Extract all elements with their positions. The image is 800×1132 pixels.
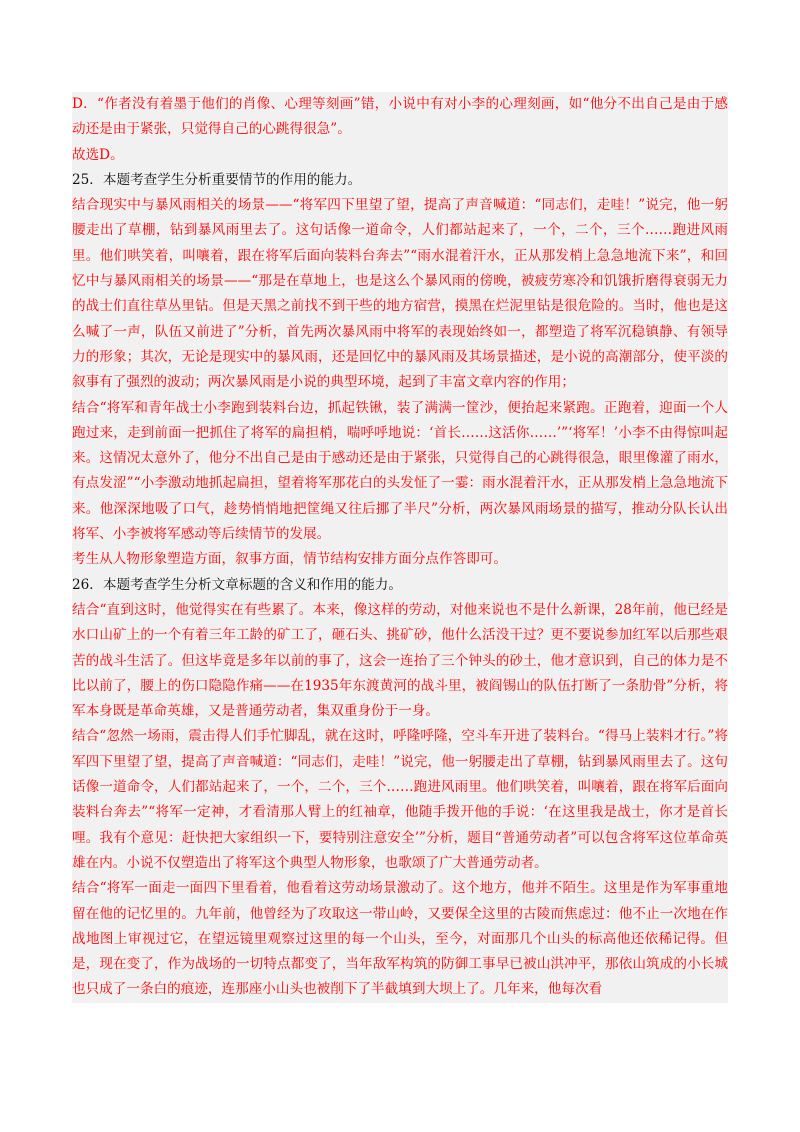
document-page [72, 92, 728, 1003]
question-26-heading: 26．本题考查学生分析文章标题的含义和作用的能力。 [72, 576, 402, 593]
paragraph-option-d-explanation: D．“作者没有着墨于他们的肖像、心理等刻画”错，小说中有对小李的心理刻画，如“他分不出自己是由于感动还是由于紧张，只觉得自己的心跳得很急”。 [72, 96, 728, 138]
paragraph-q25-analysis-1: 结合现实中与暴风雨相关的场景——“将军四下里望了望，提高了声音喊道：“同志们，走哇！”说完，他一躬腰走出了草棚，钻到暴风雨里去了。这句话像一道命令，人们都站起来了，一个，二个，三个……跑进风雨里。他们哄笑着，叫嚷着，跟在将军后面向装料台奔去”“雨水混着汗水，正从那发梢上急急地流下来”，和回忆中与暴风雨相关的场景——“那是在草地上，也是这么个暴风雨的傍晚，被疲劳寒冷和饥饿折磨得衰弱无力的战士们直往草丛里钻。但是天黑之前找不到干些的地方宿营，摸黑在烂泥里钻是很危险的。当时，他也是这么喊了一声，队伍又前进了”分析，首先两次暴风雨中将军的表现始终如一，都塑造了将军沉稳镇静、有领导力的形象；其次，无论是现实中的暴风雨，还是回忆中的暴风雨及其场景描述，是小说的高潮部分，使平淡的叙事有了强烈的波动；两次暴风雨是小说的典型环境，起到了丰富文章内容的作用； [72, 197, 728, 391]
paragraph-q26-analysis-3: 结合“将军一面走一面四下里看着，他看着这劳动场景激动了。这个地方，他并不陌生。这里是作为军事重地留在他的记忆里的。九年前，他曾经为了攻取这一带山岭，又要保全这里的古陵而焦虑过：他不止一次地在作战地图上审视过它，在望远镜里观察过这里的每一个山头，至今，对面那几个山头的标高他还依稀记得。但是，现在变了，作为战场的一切特点都变了，当年敌军构筑的防御工事早已被山洪冲平，那依山筑成的小长城也只成了一条白的痕迹，连那座小山头也被削下了半截填到大坝上了。几年来，他每次看 [72, 880, 728, 998]
paragraph-answer-choice: 故选D。 [72, 146, 124, 163]
paragraph-q25-summary: 考生从人物形象塑造方面，叙事方面，情节结构安排方面分点作答即可。 [72, 551, 507, 568]
question-25-heading: 25．本题考查学生分析重要情节的作用的能力。 [72, 171, 362, 188]
paragraph-q26-analysis-1: 结合“直到这时，他觉得实在有些累了。本来，像这样的劳动，对他来说也不是什么新课，28年前，他已经是水口山矿上的一个有着三年工龄的矿工了，砸石头、挑矿砂，他什么活没干过？更不要说参加红军以后那些艰苦的战斗生活了。但这毕竟是多年以前的事了，这会一连抬了三个钟头的砂土，他才意识到，自己的体力是不比以前了，腰上的伤口隐隐作痛——在1935年东渡黄河的战斗里，被阎锡山的队伍打断了一条肋骨”分析，将军本身既是革命英雄，又是普通劳动者，集双重身份于一身。 [72, 601, 728, 720]
paragraph-q25-analysis-2: 结合“将军和青年战士小李跑到装料台边，抓起铁锹，装了满满一筐沙，便抬起来紧跑。正跑着，迎面一个人跑过来，走到前面一把抓住了将军的扁担梢，喘呼呼地说：‘首长……这活你……’”‘将军！’小李不由得惊叫起来。这情况太意外了，他分不出自己是由于感动还是由于紧张，只觉得自己的心跳得很急，眼里像灌了雨水，有点发涩”“小李激动地抓起扁担，望着将军那花白的头发怔了一霎：雨水混着汗水，正从那发梢上急急地流下来。他深深地吸了口气，趁势悄悄地把筐绳又往后挪了半尺”分析，两次暴风雨场景的描写，推动分队长认出将军、小李被将军感动等后续情节的发展。 [72, 399, 728, 543]
paragraph-q26-analysis-2: 结合“忽然一场雨，震击得人们手忙脚乱，就在这时，呼隆呼隆，空斗车开进了装料台。“得马上装料才行。”将军四下里望了望，提高了声音喊道：“同志们，走哇！”说完，他一躬腰走出了草棚，钻到暴风雨里去了。这句话像一道命令，人们都站起来了，一个，二个，三个……跑进风雨里。他们哄笑着，叫嚷着，跟在将军后面向装料台奔去”“将军一定神，才看清那人臂上的红袖章，他随手拨开他的手说：‘在这里我是战士，你才是首长哩。我有个意见：赶快把大家组织一下，要特别注意安全’”分析，题目“普通劳动者”可以包含将军这位革命英雄在内。小说不仅塑造出了将军这个典型人物形象，也歌颂了广大普通劳动者。 [72, 728, 728, 871]
